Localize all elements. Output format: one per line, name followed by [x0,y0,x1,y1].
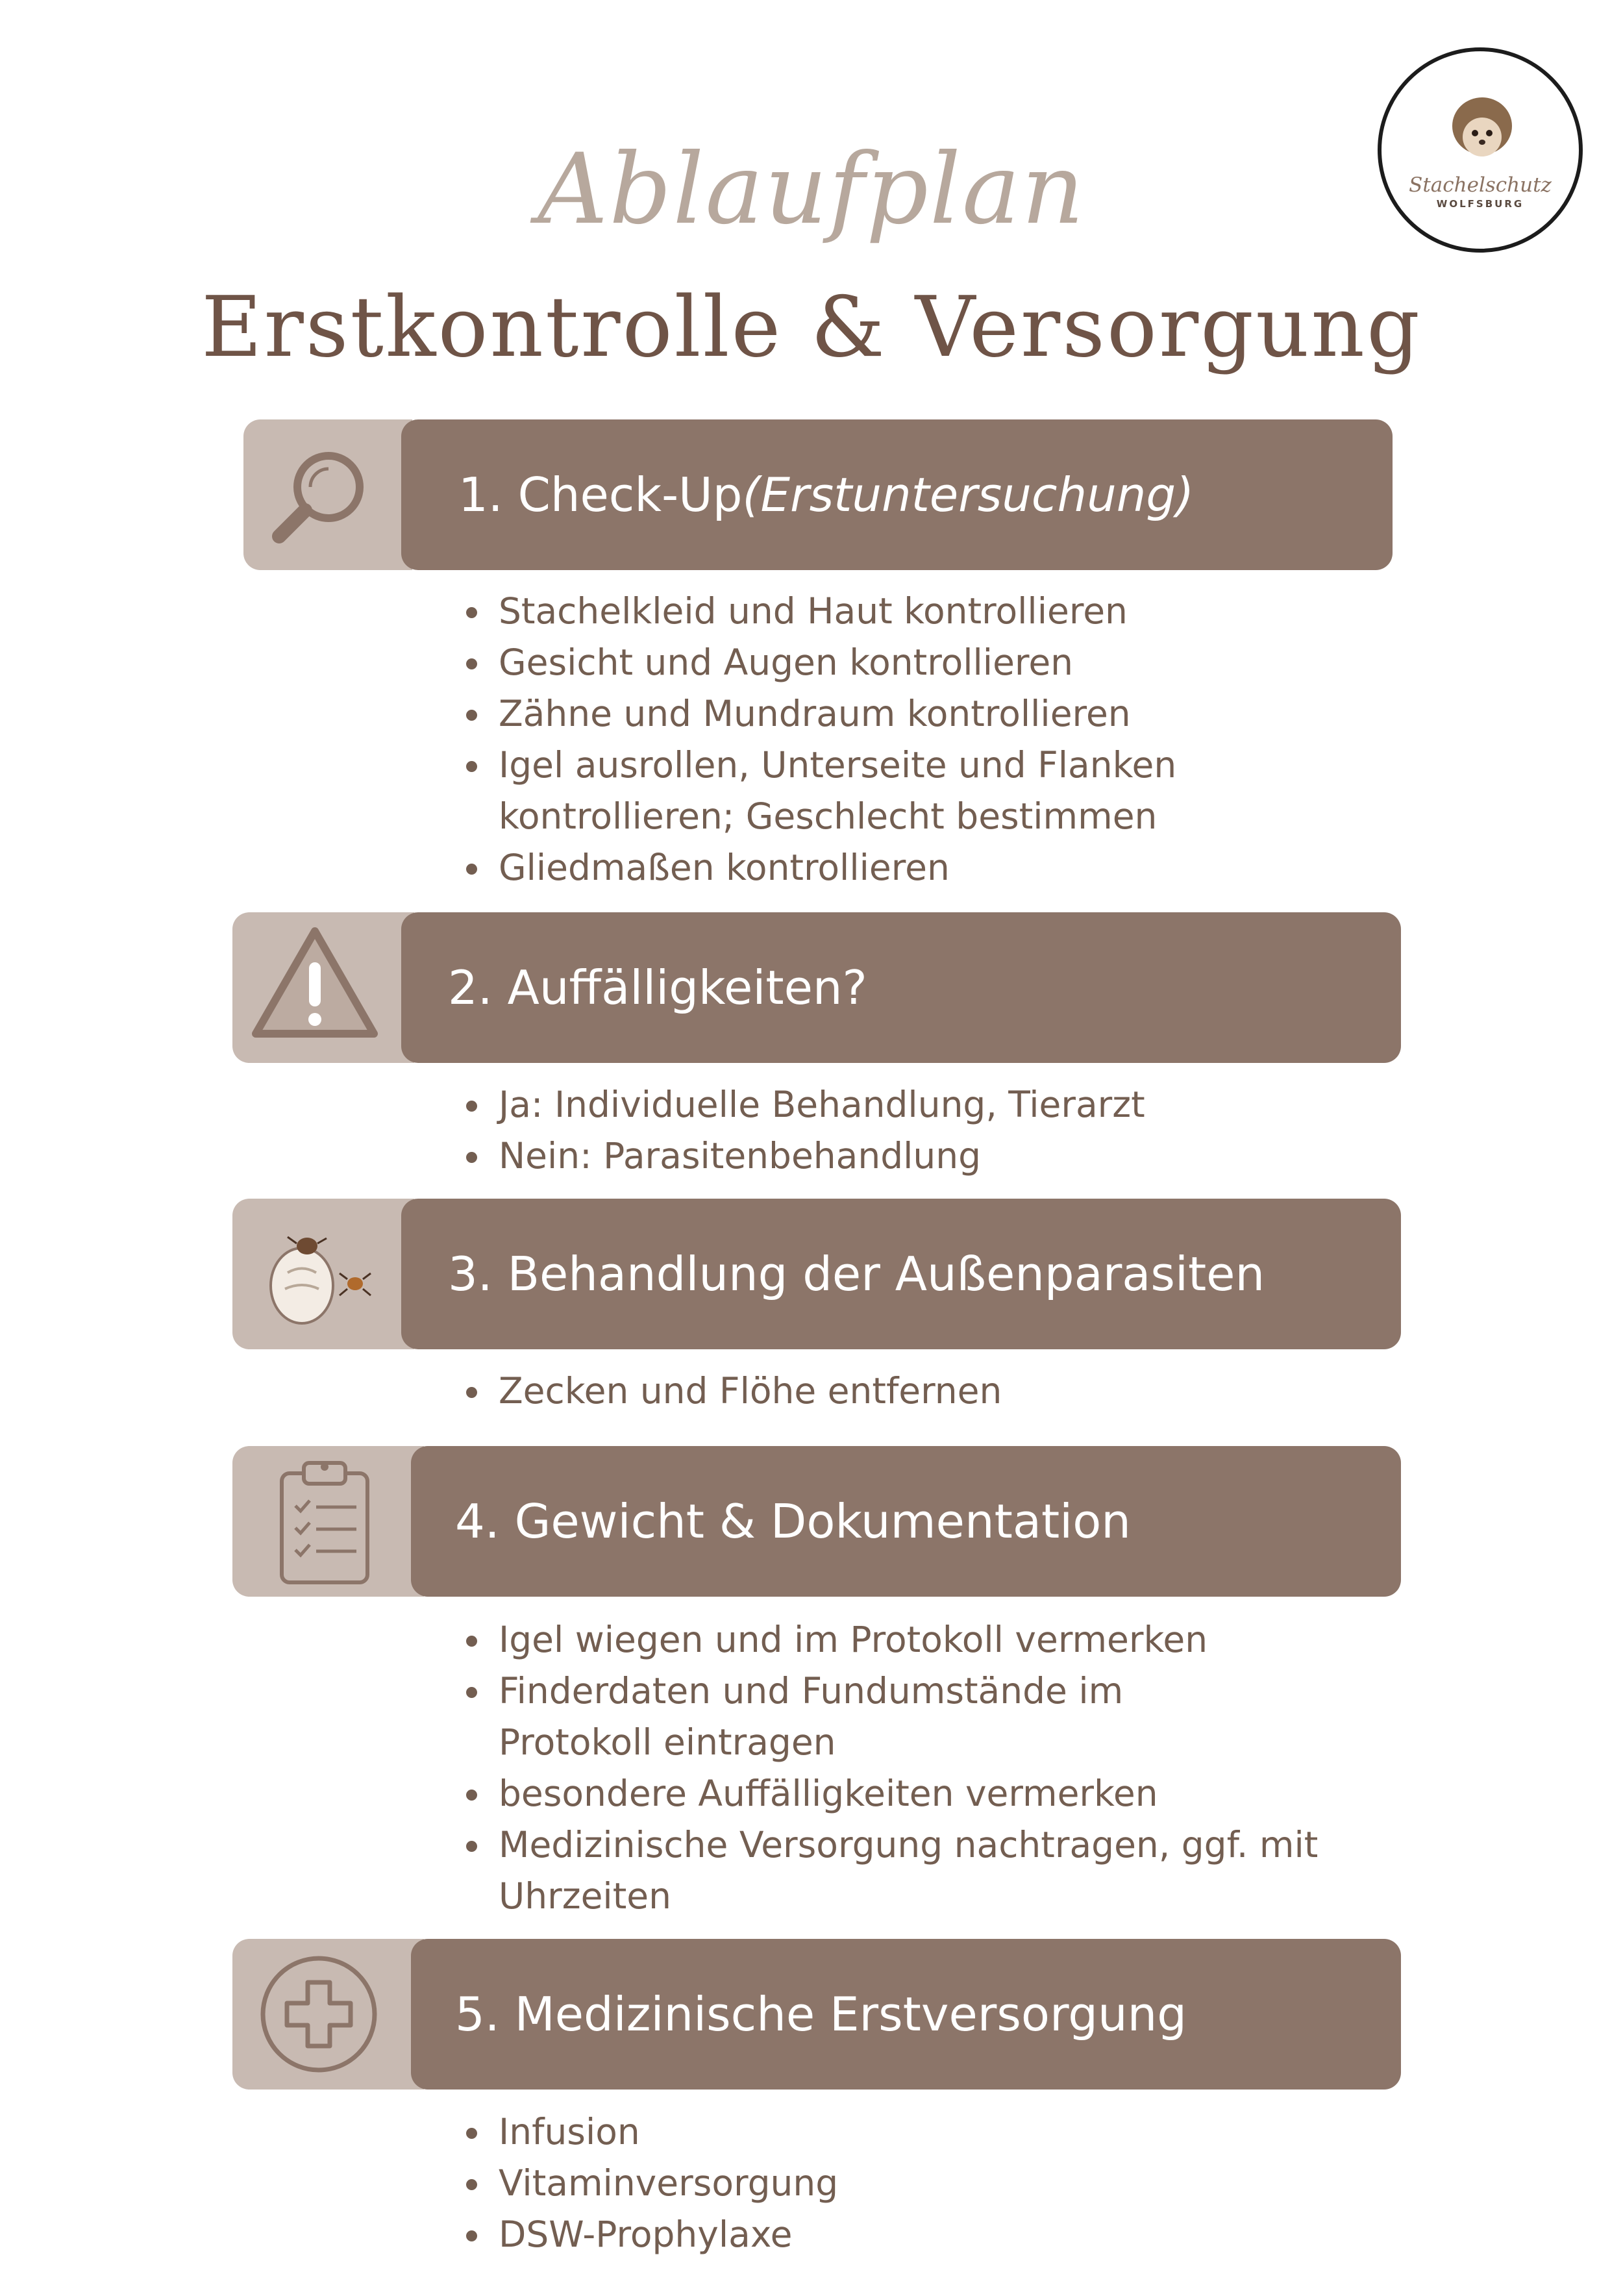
step-2-list [460,1079,1336,1182]
list-item: Gliedmaßen kontrollieren [460,842,1336,893]
step-3-header [401,1199,1401,1349]
parasites-icon [256,1224,386,1328]
list-item: Vitaminversorgung [460,2158,1336,2209]
step-3-title: 3. Behandlung der Außenparasiten [448,1247,1265,1301]
step-2-title: 2. Auffälligkeiten? [448,960,867,1015]
magnifier-icon [265,444,375,555]
logo-brand-script: Stachelschutz [1409,173,1552,197]
list-item: Infusion [460,2106,1336,2158]
list-item: Finderdaten und Fundumstände im Protokoll eintragen [460,1666,1200,1768]
list-item: besondere Auffälligkeiten vermerken [460,1768,1336,1819]
step-4-header [411,1446,1401,1597]
step-4-list [460,1614,1336,1922]
list-item: Stachelkleid und Haut kontrollieren [460,586,1336,637]
step-1-header [401,419,1393,570]
list-item: Zähne und Mundraum kontrollieren [460,688,1336,740]
script-title: Ablaufplan [538,133,1085,246]
list-item: Igel ausrollen, Unterseite und Flanken kontrollieren; Geschlecht bestimmen [460,740,1265,842]
medical-cross-icon [257,1953,380,2076]
step-5-title: 5. Medizinische Erstversorgung [455,1987,1187,2041]
list-item: Gesicht und Augen kontrollieren [460,637,1336,688]
clipboard-icon [276,1458,373,1588]
step-5-header [411,1939,1401,2090]
step-1-title-italic: (Erstuntersuchung) [742,468,1195,522]
step-2-header [401,912,1401,1063]
step-3-list [460,1366,1336,1417]
page-title: Erstkontrolle & Versorgung [201,279,1422,376]
list-item: Medizinische Versorgung nachtragen, ggf. mit Uhrzeiten [460,1819,1343,1922]
list-item: Zecken und Flöhe entfernen [460,1366,1336,1417]
list-item: DSW-Prophylaxe [460,2209,1336,2260]
logo-brand-sub: WOLFSBURG [1436,198,1524,210]
step-5-list [460,2106,1336,2260]
step-4-title: 4. Gewicht & Dokumentation [455,1494,1131,1549]
list-item: Igel wiegen und im Protokoll vermerken [460,1614,1336,1666]
step-1-title: 1. Check-Up [458,468,743,522]
warning-icon [247,922,383,1045]
step-1-list [460,586,1336,893]
list-item: Ja: Individuelle Behandlung, Tierarzt [460,1079,1336,1130]
list-item: Nein: Parasitenbehandlung [460,1130,1336,1182]
